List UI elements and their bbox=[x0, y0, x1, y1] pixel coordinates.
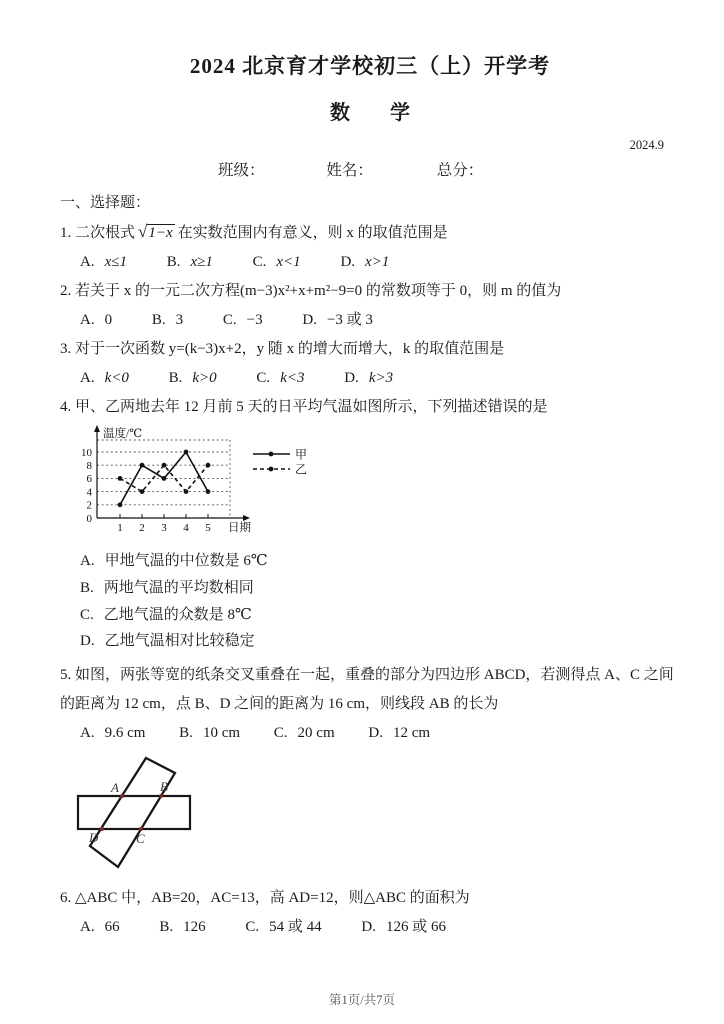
option-d-label: D. bbox=[344, 370, 359, 386]
point-d-dot bbox=[100, 827, 104, 831]
y-tick-label: 0 bbox=[86, 512, 92, 525]
y-tick-label: 6 bbox=[86, 473, 92, 486]
question-2 bbox=[60, 277, 680, 335]
data-point bbox=[140, 463, 145, 468]
data-point bbox=[140, 489, 145, 494]
option-c-text: −3 bbox=[246, 312, 263, 328]
legend-dot bbox=[269, 452, 274, 457]
question-6-text: 6. △ABC 中，AB=20，AC=13，高 AD=12，则△ABC 的面积为 bbox=[60, 890, 470, 907]
option-d-label: D. bbox=[302, 312, 317, 328]
question-2-text: 2. 若关于 x 的一元二次方程(m−3)x²+x+m²−9=0 的常数项等于 0，则 m 的值为 bbox=[60, 283, 562, 299]
option-d bbox=[344, 364, 393, 393]
option-c bbox=[245, 913, 321, 942]
subject-title: 数 学 bbox=[330, 102, 410, 124]
option-b bbox=[169, 364, 217, 393]
y-tick-label: 10 bbox=[81, 446, 92, 459]
question-6-options bbox=[60, 913, 680, 942]
question-3-text: 3. 对于一次函数 y=(k−3)x+2，y 随 x 的增大而增大，k 的取值范围是 bbox=[60, 341, 505, 357]
option-c-label: C. bbox=[245, 919, 260, 936]
option-a bbox=[80, 913, 120, 942]
option-d bbox=[302, 306, 373, 335]
option-b-text: 126 bbox=[183, 919, 206, 936]
option-d bbox=[80, 628, 680, 655]
option-b-label: B. bbox=[179, 725, 193, 742]
slanted-strip bbox=[90, 758, 175, 867]
horizontal-strip bbox=[78, 796, 190, 829]
name-label: 姓名： bbox=[326, 162, 373, 179]
option-b-text: 两地气温的平均数相同 bbox=[103, 579, 254, 596]
y-tick-label: 2 bbox=[86, 499, 92, 512]
x-tick-label: 3 bbox=[161, 522, 167, 534]
option-a-text: 甲地气温的中位数是 6℃ bbox=[104, 553, 268, 569]
option-a bbox=[80, 306, 112, 335]
student-info-row bbox=[60, 158, 680, 180]
option-a-label: A. bbox=[80, 370, 95, 386]
question-1-options bbox=[60, 248, 680, 277]
x-tick-label: 1 bbox=[117, 522, 123, 534]
option-c bbox=[223, 306, 263, 335]
temperature-chart-figure bbox=[60, 424, 680, 548]
temperature-line-chart bbox=[60, 424, 380, 548]
option-a bbox=[80, 548, 680, 575]
option-b bbox=[152, 306, 183, 335]
option-d-label: D. bbox=[80, 633, 95, 650]
y-tick-label: 8 bbox=[86, 460, 92, 472]
option-a bbox=[80, 248, 127, 277]
point-a-label: A bbox=[111, 780, 119, 796]
option-c-text: 20 cm bbox=[297, 725, 335, 742]
option-b-label: B. bbox=[151, 312, 166, 328]
page-footer: 第1页/共7页 bbox=[329, 993, 395, 1007]
option-a-text: 9.6 cm bbox=[104, 725, 146, 742]
option-a-label: A. bbox=[80, 919, 95, 936]
data-point bbox=[162, 476, 167, 481]
y-axis-title: 温度/℃ bbox=[103, 428, 143, 440]
option-d-text: −3 或 3 bbox=[326, 312, 373, 328]
option-d-text: k>3 bbox=[368, 370, 394, 386]
question-1-pre: 1. 二次根式 bbox=[60, 225, 136, 241]
data-point bbox=[162, 463, 167, 468]
option-b-label: B. bbox=[159, 919, 174, 936]
option-c-label: C. bbox=[256, 370, 271, 386]
option-a bbox=[80, 364, 129, 393]
question-4-options bbox=[60, 548, 680, 655]
option-b bbox=[159, 913, 205, 942]
legend-dot bbox=[269, 467, 274, 472]
question-1 bbox=[60, 217, 680, 277]
point-c-label: C bbox=[136, 831, 145, 847]
question-6 bbox=[60, 884, 680, 942]
x-axis-title: 日期 bbox=[228, 522, 251, 534]
question-2-options bbox=[60, 306, 680, 335]
option-d bbox=[361, 913, 446, 942]
question-4 bbox=[60, 393, 680, 655]
data-point bbox=[206, 463, 211, 468]
option-b-label: B. bbox=[80, 579, 94, 596]
paper-strips-figure bbox=[68, 752, 220, 876]
x-tick-label: 5 bbox=[205, 522, 211, 534]
question-3 bbox=[60, 335, 680, 393]
option-c bbox=[80, 602, 680, 629]
option-d-text: 126 或 66 bbox=[385, 919, 446, 936]
option-a-text: 66 bbox=[104, 919, 120, 936]
option-c-text: 乙地气温的众数是 8℃ bbox=[103, 606, 252, 623]
option-b-text: k>0 bbox=[192, 370, 217, 386]
strips-figure-wrap bbox=[68, 752, 680, 876]
data-point bbox=[206, 489, 211, 494]
option-c-label: C. bbox=[80, 606, 94, 623]
question-5-options bbox=[60, 719, 680, 748]
question-5-text-line1: 5. 如图，两张等宽的纸条交叉重叠在一起，重叠的部分为四边形 ABCD，若测得点 A、C 之间 bbox=[60, 667, 674, 684]
question-1-text bbox=[60, 217, 680, 248]
y-tick-label: 4 bbox=[86, 486, 92, 499]
section-heading: 一、选择题： bbox=[60, 195, 151, 211]
data-point bbox=[118, 476, 123, 481]
question-4-text: 4. 甲、乙两地去年 12 月前 5 天的日平均气温如图所示，下列描述错误的是 bbox=[60, 399, 548, 415]
option-c bbox=[256, 364, 304, 393]
option-b bbox=[80, 575, 680, 602]
question-5 bbox=[60, 661, 680, 876]
y-axis-arrow-icon bbox=[94, 425, 100, 432]
option-d-label: D. bbox=[368, 725, 383, 742]
option-b-label: B. bbox=[166, 254, 181, 270]
exam-date: 2024.9 bbox=[629, 138, 664, 152]
question-3-options bbox=[60, 364, 680, 393]
option-a bbox=[80, 719, 145, 748]
question-1-post: 在实数范围内有意义，则 x 的取值范围是 bbox=[177, 225, 448, 241]
option-b-text: 10 cm bbox=[202, 725, 241, 742]
point-b-label: B bbox=[160, 779, 168, 795]
option-b bbox=[179, 719, 240, 748]
option-d-text: 12 cm bbox=[392, 725, 431, 742]
option-b-label: B. bbox=[168, 370, 183, 386]
option-d-text: 乙地气温相对比较稳定 bbox=[104, 633, 255, 650]
option-b-text: 3 bbox=[175, 312, 184, 328]
option-c-label: C. bbox=[222, 312, 237, 328]
option-b bbox=[167, 248, 213, 277]
legend-label: 乙 bbox=[295, 462, 308, 477]
option-d-label: D. bbox=[361, 919, 376, 936]
option-c-text: x<1 bbox=[276, 254, 301, 270]
point-d-label: D bbox=[89, 830, 99, 846]
x-tick-label: 4 bbox=[183, 522, 189, 534]
option-c-text: 54 或 44 bbox=[269, 919, 322, 936]
option-a-label: A. bbox=[80, 254, 95, 270]
option-c bbox=[253, 248, 301, 277]
radical-sign-icon: √ bbox=[138, 222, 148, 241]
option-c bbox=[274, 719, 335, 748]
sqrt-expression bbox=[138, 217, 175, 248]
data-point bbox=[184, 489, 189, 494]
data-point bbox=[118, 502, 123, 507]
option-a-text: 0 bbox=[104, 312, 113, 328]
x-tick-label: 2 bbox=[139, 522, 145, 534]
option-c-label: C. bbox=[273, 725, 288, 742]
option-c-text: k<3 bbox=[280, 370, 305, 386]
class-label: 班级： bbox=[218, 162, 265, 179]
option-d-label: D. bbox=[340, 254, 356, 270]
option-d-text: x>1 bbox=[365, 254, 390, 270]
option-a-label: A. bbox=[80, 553, 95, 569]
option-d bbox=[368, 719, 430, 748]
option-d bbox=[340, 248, 389, 277]
option-c-label: C. bbox=[252, 254, 267, 270]
score-label: 总分： bbox=[436, 162, 484, 179]
point-a-dot bbox=[120, 794, 124, 798]
page-title: 2024 北京育才学校初三（上）开学考 bbox=[189, 54, 551, 78]
data-point bbox=[184, 450, 189, 455]
option-a-label: A. bbox=[80, 312, 95, 328]
x-axis-arrow-icon bbox=[243, 515, 250, 521]
legend-label: 甲 bbox=[295, 447, 308, 462]
point-b-dot bbox=[159, 794, 163, 798]
option-a-label: A. bbox=[80, 725, 95, 742]
option-b-text: x≥1 bbox=[190, 254, 213, 270]
option-a-text: k<0 bbox=[104, 370, 129, 386]
question-5-text-line2: 的距离为 12 cm，点 B、D 之间的距离为 16 cm，则线段 AB 的长为 bbox=[60, 696, 499, 713]
radicand: 1−x bbox=[148, 225, 173, 241]
option-a-text: x≤1 bbox=[104, 254, 127, 270]
